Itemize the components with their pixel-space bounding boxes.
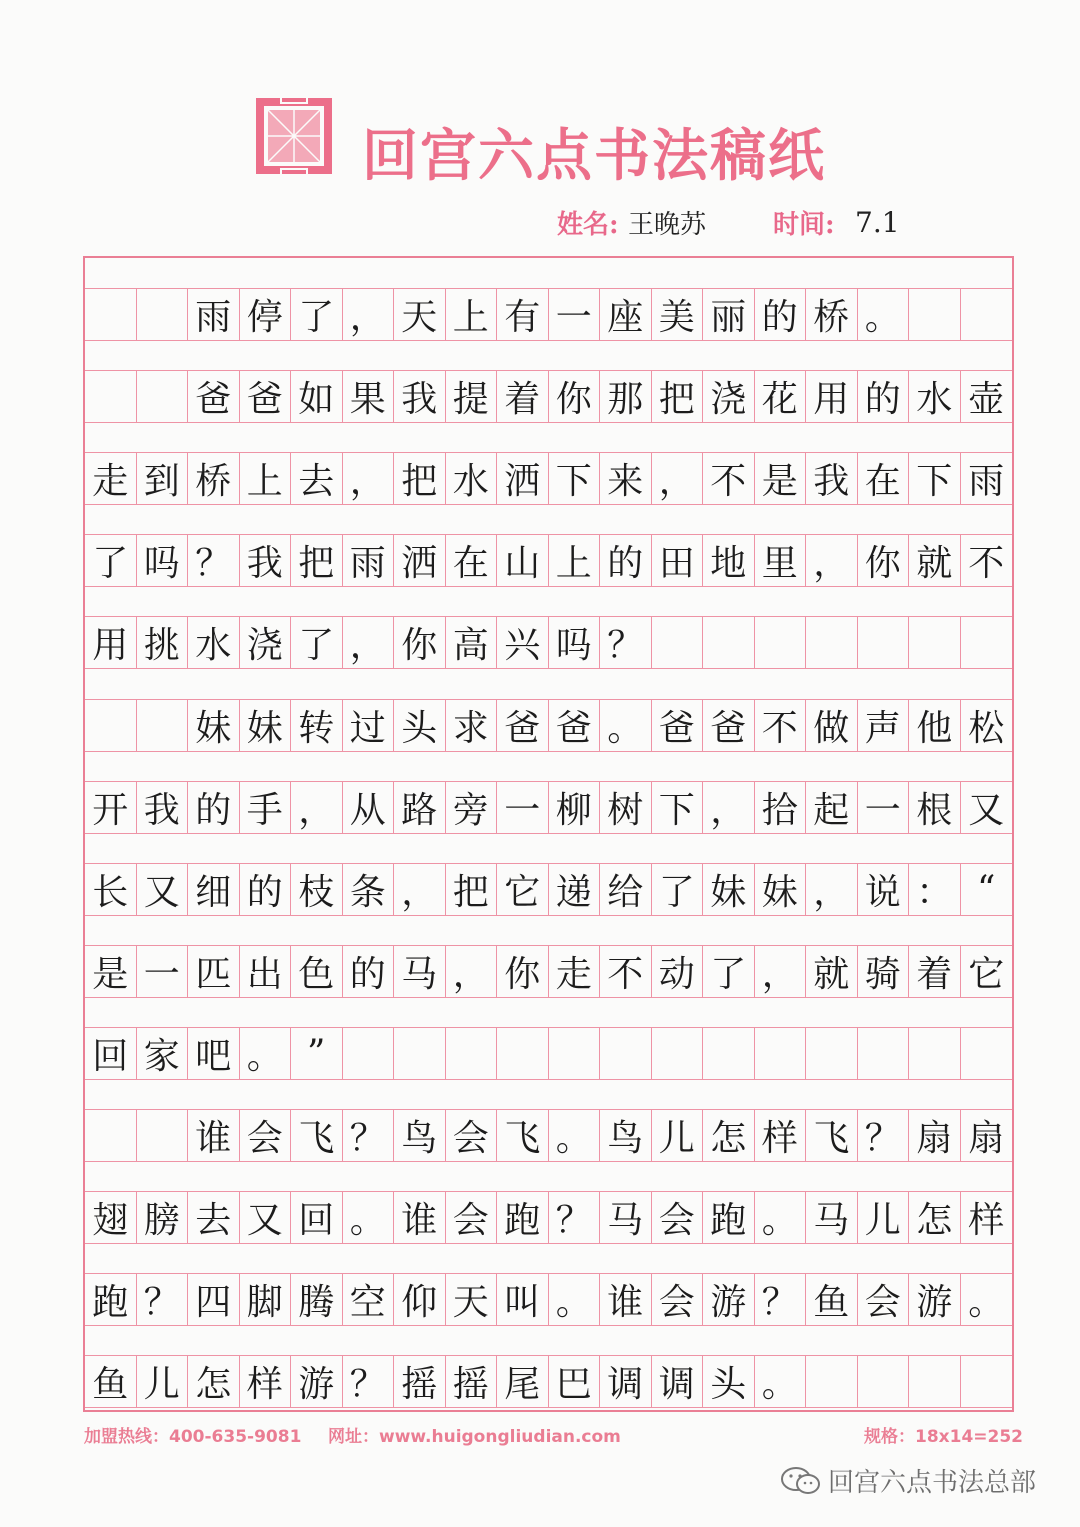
grid-cell: 路	[394, 782, 446, 833]
grid-cell: 扇	[909, 1110, 961, 1161]
grid-cell: 跑	[497, 1192, 549, 1243]
grid-cell: 游	[703, 1274, 755, 1325]
grid-cell: 浇	[703, 371, 755, 422]
grid-cell: 谁	[394, 1192, 446, 1243]
grid-cell: ？	[188, 535, 240, 586]
grid-cell: ，	[806, 535, 858, 586]
grid-cell: 就	[909, 535, 961, 586]
grid-cell: 高	[446, 617, 498, 668]
grid-cell: 飞	[497, 1110, 549, 1161]
grid-cell: 的	[188, 782, 240, 833]
grid-cell: 果	[343, 371, 395, 422]
grid-cell: 声	[858, 700, 910, 751]
grid-cell: 旁	[446, 782, 498, 833]
grid-cell: 手	[240, 782, 292, 833]
grid-cell	[806, 1028, 858, 1079]
grid-cell: 吧	[188, 1028, 240, 1079]
grid-cell: 头	[394, 700, 446, 751]
grid-row	[85, 370, 1012, 423]
name-label: 姓名:	[557, 210, 619, 240]
grid-cell: 跑	[85, 1274, 137, 1325]
grid-row	[85, 781, 1012, 834]
grid-cell: 你	[858, 535, 910, 586]
grid-cell: 出	[240, 946, 292, 997]
grid-cell: ：	[909, 864, 961, 915]
grid-cell: 我	[806, 453, 858, 504]
grid-cell: 地	[703, 535, 755, 586]
grid-cell: 条	[343, 864, 395, 915]
grid-cell: 把	[652, 371, 704, 422]
grid-cell: 一	[137, 946, 189, 997]
grid-cell: 。	[755, 1192, 807, 1243]
grid-cell: 细	[188, 864, 240, 915]
website-text: 网址：www.huigongliudian.com	[328, 1427, 621, 1447]
grid-cell: 下	[652, 782, 704, 833]
grid-cell	[85, 1110, 137, 1161]
grid-cell: 根	[909, 782, 961, 833]
grid-cell: 浇	[240, 617, 292, 668]
grid-cell: ，	[343, 289, 395, 340]
grid-cell: 样	[240, 1356, 292, 1407]
grid-cell: 把	[394, 453, 446, 504]
grid-cell: 我	[240, 535, 292, 586]
grid-cell	[909, 1356, 961, 1407]
grid-cell	[85, 371, 137, 422]
grid-cell: 会	[652, 1192, 704, 1243]
grid-cell: 用	[806, 371, 858, 422]
grid-cell	[909, 1028, 961, 1079]
grid-cell: 妹	[188, 700, 240, 751]
grid-cell: 田	[652, 535, 704, 586]
grid-cell: 膀	[137, 1192, 189, 1243]
grid-cell: 谁	[600, 1274, 652, 1325]
grid-cell: 他	[909, 700, 961, 751]
grid-cell: 儿	[858, 1192, 910, 1243]
grid-cell	[137, 289, 189, 340]
grid-cell: 长	[85, 864, 137, 915]
grid-cell: 提	[446, 371, 498, 422]
grid-cell: 又	[137, 864, 189, 915]
grid-cell: 鸟	[600, 1110, 652, 1161]
grid-cell: 上	[446, 289, 498, 340]
grid-cell: 调	[652, 1356, 704, 1407]
grid-cell: 游	[909, 1274, 961, 1325]
grid-cell: 。	[968, 1282, 1005, 1324]
grid-cell: 一	[549, 289, 601, 340]
grid-cell: 摇	[446, 1356, 498, 1407]
grid-cell	[755, 1028, 807, 1079]
grid-row	[85, 1273, 1012, 1326]
grid-cell: 回	[85, 1028, 137, 1079]
grid-cell: 吗	[137, 535, 189, 586]
grid-cell: 是	[755, 453, 807, 504]
grid-cell: 马	[394, 946, 446, 997]
grid-row	[85, 1027, 1012, 1080]
grid-cell: 妹	[755, 864, 807, 915]
grid-cell: 用	[85, 617, 137, 668]
grid-cell: 转	[291, 700, 343, 751]
grid-cell: ，	[703, 782, 755, 833]
grid-cell: 递	[549, 864, 601, 915]
logo-icon	[254, 96, 334, 176]
grid-cell: 跑	[703, 1192, 755, 1243]
grid-cell: 松	[968, 707, 1005, 749]
grid-cell: 不	[703, 453, 755, 504]
grid-row	[85, 452, 1012, 505]
grid-cell: ，	[446, 946, 498, 997]
grid-cell: 下	[909, 453, 961, 504]
grid-cell: 不	[755, 700, 807, 751]
grid-cell: 座	[600, 289, 652, 340]
grid-cell: 骑	[858, 946, 910, 997]
grid-cell	[703, 1028, 755, 1079]
grid-cell: 回	[291, 1192, 343, 1243]
grid-cell: 匹	[188, 946, 240, 997]
grid-cell: 壶	[968, 379, 1005, 421]
grid-cell: 桥	[806, 289, 858, 340]
grid-cell: 爸	[549, 700, 601, 751]
grid-cell: ？	[858, 1110, 910, 1161]
grid-cell: 从	[343, 782, 395, 833]
grid-cell: ，	[343, 453, 395, 504]
grid-cell: 四	[188, 1274, 240, 1325]
grid-cell: 天	[394, 289, 446, 340]
grid-cell	[703, 617, 755, 668]
grid-cell: 雨	[188, 289, 240, 340]
paper-title: 回宫六点书法稿纸	[362, 123, 826, 189]
grid-row	[85, 1109, 1012, 1162]
grid-cell: 挑	[137, 617, 189, 668]
grid-cell	[652, 1028, 704, 1079]
grid-cell: 鱼	[85, 1356, 137, 1407]
grid-row	[85, 1355, 1012, 1408]
grid-cell	[85, 289, 137, 340]
grid-cell: ？	[343, 1110, 395, 1161]
grid-cell: 的	[858, 371, 910, 422]
grid-cell: 雨	[968, 461, 1005, 503]
grid-cell: 着	[909, 946, 961, 997]
grid-cell: 会	[652, 1274, 704, 1325]
grid-cell: 你	[394, 617, 446, 668]
grid-cell	[858, 1028, 910, 1079]
grid-cell: 给	[600, 864, 652, 915]
grid-cell	[394, 1028, 446, 1079]
grid-cell: 树	[600, 782, 652, 833]
grid-row	[85, 534, 1012, 587]
grid-cell: 走	[549, 946, 601, 997]
time-label: 时间:	[773, 210, 835, 240]
grid-cell: 停	[240, 289, 292, 340]
grid-cell: 爸	[240, 371, 292, 422]
grid-cell: 来	[600, 453, 652, 504]
grid-cell: 怎	[909, 1192, 961, 1243]
grid-cell	[652, 617, 704, 668]
grid-cell: ？	[755, 1274, 807, 1325]
grid-cell: 爸	[703, 700, 755, 751]
grid-cell: 马	[600, 1192, 652, 1243]
grid-cell: 。	[240, 1028, 292, 1079]
grid-cell: 那	[600, 371, 652, 422]
grid-cell: 求	[446, 700, 498, 751]
grid-cell: 去	[188, 1192, 240, 1243]
grid-cell: 会	[446, 1110, 498, 1161]
grid-cell	[806, 617, 858, 668]
grid-cell: 飞	[291, 1110, 343, 1161]
grid-cell: 起	[806, 782, 858, 833]
grid-cell: 有	[497, 289, 549, 340]
grid-cell	[755, 617, 807, 668]
grid-cell	[909, 289, 961, 340]
grid-cell: 过	[343, 700, 395, 751]
grid-row	[85, 1191, 1012, 1244]
grid-cell: 水	[446, 453, 498, 504]
grid-cell: 开	[85, 782, 137, 833]
grid-cell: 。	[600, 700, 652, 751]
grid-cell: 翅	[85, 1192, 137, 1243]
grid-cell: 了	[291, 617, 343, 668]
watermark-text: 回宫六点书法总部	[828, 1468, 1037, 1498]
grid-cell: 去	[291, 453, 343, 504]
grid-cell: 到	[137, 453, 189, 504]
grid-cell: 爸	[652, 700, 704, 751]
grid-cell: ？	[600, 617, 652, 668]
grid-cell: 。	[755, 1356, 807, 1407]
grid-cell: 是	[85, 946, 137, 997]
grid-cell: 的	[755, 289, 807, 340]
grid-cell: 。	[549, 1274, 601, 1325]
grid-cell: 花	[755, 371, 807, 422]
grid-cell: 色	[291, 946, 343, 997]
grid-cell: 。	[858, 289, 910, 340]
grid-cell: ？	[549, 1192, 601, 1243]
grid-cell	[909, 617, 961, 668]
grid-cell: 鸟	[394, 1110, 446, 1161]
grid-cell: 爸	[188, 371, 240, 422]
grid-row	[85, 288, 1012, 341]
grid-cell: 兴	[497, 617, 549, 668]
grid-cell: 妹	[240, 700, 292, 751]
grid-cell: 一	[497, 782, 549, 833]
grid-cell: 爸	[497, 700, 549, 751]
grid-cell: 尾	[497, 1356, 549, 1407]
watermark	[780, 1462, 1036, 1499]
grid-cell: 会	[240, 1110, 292, 1161]
grid-cell: ？	[343, 1356, 395, 1407]
grid-cell: 里	[755, 535, 807, 586]
grid-row	[85, 863, 1012, 916]
grid-cell	[137, 700, 189, 751]
grid-cell: 把	[291, 535, 343, 586]
grid-cell: 上	[240, 453, 292, 504]
grid-cell: 的	[343, 946, 395, 997]
grid-cell: 我	[137, 782, 189, 833]
grid-cell: 水	[188, 617, 240, 668]
grid-cell	[961, 1356, 1013, 1407]
grid-cell: 拾	[755, 782, 807, 833]
grid-cell: 水	[909, 371, 961, 422]
grid-cell: 。	[343, 1192, 395, 1243]
grid-cell: 美	[652, 289, 704, 340]
grid-cell: 天	[446, 1274, 498, 1325]
grid-cell: ”	[291, 1028, 343, 1079]
grid-cell: 会	[446, 1192, 498, 1243]
name-value: 王晚苏	[628, 210, 707, 240]
grid-cell: 就	[806, 946, 858, 997]
grid-cell: ，	[394, 864, 446, 915]
grid-cell: 妹	[703, 864, 755, 915]
grid-cell: 谁	[188, 1110, 240, 1161]
grid-cell: ，	[806, 864, 858, 915]
grid-cell: 吗	[549, 617, 601, 668]
grid-cell: ，	[343, 617, 395, 668]
grid-cell: 儿	[137, 1356, 189, 1407]
grid-cell: 柳	[549, 782, 601, 833]
grid-cell: 腾	[291, 1274, 343, 1325]
grid-cell: 会	[858, 1274, 910, 1325]
grid-cell: 又	[240, 1192, 292, 1243]
grid-cell: “	[977, 868, 996, 910]
grid-cell: 把	[446, 864, 498, 915]
grid-cell: 的	[240, 864, 292, 915]
grid-row	[85, 945, 1012, 998]
grid-cell: 桥	[188, 453, 240, 504]
grid-cell: 扇	[968, 1118, 1005, 1159]
grid-cell	[806, 1356, 858, 1407]
paper-header	[0, 0, 1080, 250]
grid-cell: 了	[703, 946, 755, 997]
grid-cell: 着	[497, 371, 549, 422]
grid-cell: 在	[446, 535, 498, 586]
grid-cell: 又	[968, 789, 1005, 831]
grid-cell	[343, 1028, 395, 1079]
grid-cell: ？	[137, 1274, 189, 1325]
grid-cell: 巴	[549, 1356, 601, 1407]
grid-cell: 我	[394, 371, 446, 422]
grid-cell	[858, 1356, 910, 1407]
hotline-text: 加盟热线：400-635-9081	[84, 1427, 302, 1447]
grid-row	[85, 699, 1012, 752]
time-value: 7.1	[855, 206, 900, 239]
grid-cell: 动	[652, 946, 704, 997]
grid-cell	[961, 289, 1013, 340]
grid-cell: 调	[600, 1356, 652, 1407]
grid-cell: 你	[497, 946, 549, 997]
grid-cell: 飞	[806, 1110, 858, 1161]
grid-cell: 走	[85, 453, 137, 504]
grid-cell	[961, 1028, 1013, 1079]
grid-cell: 上	[549, 535, 601, 586]
grid-cell: 在	[858, 453, 910, 504]
grid-cell: ，	[291, 782, 343, 833]
grid-cell: 如	[291, 371, 343, 422]
grid-cell: 儿	[652, 1110, 704, 1161]
wechat-icon	[780, 1466, 822, 1496]
grid-cell: 脚	[240, 1274, 292, 1325]
grid-cell: 了	[291, 289, 343, 340]
grid-cell	[497, 1028, 549, 1079]
grid-cell: 空	[343, 1274, 395, 1325]
grid-cell: 怎	[703, 1110, 755, 1161]
grid-cell: 的	[600, 535, 652, 586]
grid-cell: 摇	[394, 1356, 446, 1407]
grid-cell	[446, 1028, 498, 1079]
grid-cell: 山	[497, 535, 549, 586]
grid-cell	[85, 700, 137, 751]
writing-grid	[83, 256, 1014, 1412]
grid-cell	[137, 1110, 189, 1161]
grid-cell: 样	[968, 1200, 1005, 1242]
grid-cell: 怎	[188, 1356, 240, 1407]
spec-text: 规格：18x14=252	[864, 1427, 1024, 1447]
grid-cell: 游	[291, 1356, 343, 1407]
grid-cell: 它	[968, 953, 1005, 995]
grid-cell: 仰	[394, 1274, 446, 1325]
grid-cell: 说	[858, 864, 910, 915]
grid-cell: 你	[549, 371, 601, 422]
grid-cell	[549, 1028, 601, 1079]
grid-cell: 了	[652, 864, 704, 915]
grid-cell: 丽	[703, 289, 755, 340]
grid-cell: 家	[137, 1028, 189, 1079]
grid-cell: 样	[755, 1110, 807, 1161]
grid-cell: 叫	[497, 1274, 549, 1325]
grid-cell: 洒	[497, 453, 549, 504]
grid-cell: 一	[858, 782, 910, 833]
grid-cell: 不	[968, 543, 1005, 585]
grid-row	[85, 616, 1012, 669]
grid-cell	[600, 1028, 652, 1079]
grid-cell	[858, 617, 910, 668]
grid-cell: 下	[549, 453, 601, 504]
grid-cell: 洒	[394, 535, 446, 586]
grid-cell: ，	[652, 453, 704, 504]
grid-cell	[137, 371, 189, 422]
grid-cell: 不	[600, 946, 652, 997]
grid-cell: 头	[703, 1356, 755, 1407]
grid-cell: 枝	[291, 864, 343, 915]
grid-cell: 了	[85, 535, 137, 586]
grid-cell: 雨	[343, 535, 395, 586]
grid-cell: 马	[806, 1192, 858, 1243]
grid-cell	[961, 617, 1013, 668]
grid-cell: 鱼	[806, 1274, 858, 1325]
grid-cell: 做	[806, 700, 858, 751]
grid-cell: 。	[549, 1110, 601, 1161]
grid-cell: 它	[497, 864, 549, 915]
grid-cell: ，	[755, 946, 807, 997]
